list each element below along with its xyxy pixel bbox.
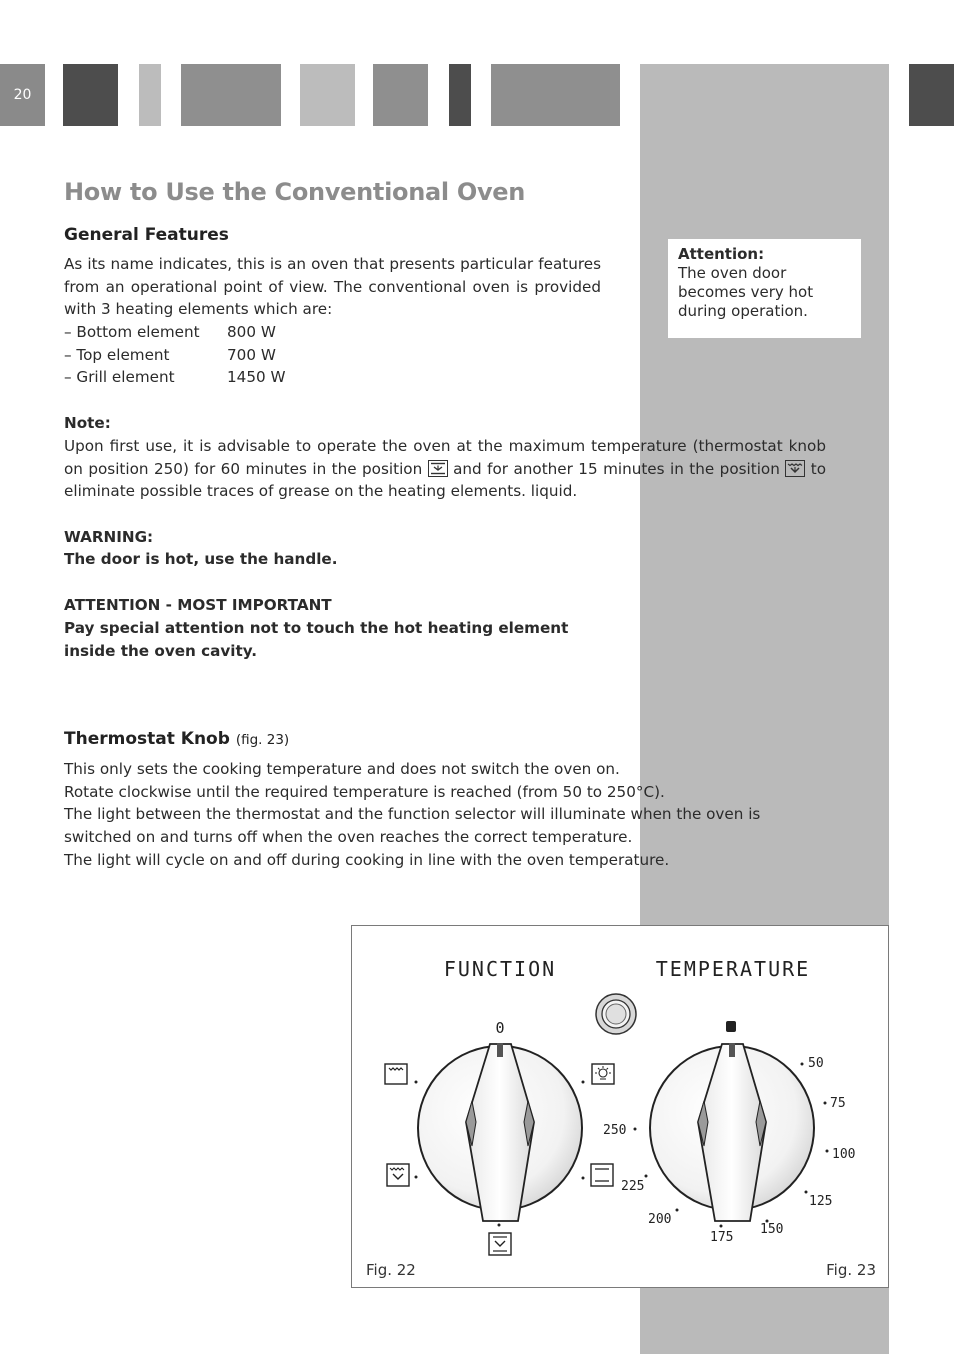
function-label: FUNCTION <box>443 957 557 981</box>
top-element-symbol-icon <box>385 1064 418 1084</box>
header-bar-5 <box>373 64 428 126</box>
header-bar-7 <box>491 64 620 126</box>
fig22-label: Fig. 22 <box>366 1261 416 1279</box>
temperature-off-marker-icon <box>726 1021 736 1032</box>
header-bar-8 <box>909 64 954 126</box>
attention-important-line2: inside the oven cavity. <box>64 642 258 660</box>
fan-grill-icon <box>785 460 805 477</box>
header-bar-2 <box>139 64 161 126</box>
control-panel-drawing <box>352 926 887 1286</box>
temp-label-225: 225 <box>621 1179 645 1194</box>
fig23-label: Fig. 23 <box>826 1261 876 1279</box>
attention-important-label: ATTENTION - MOST IMPORTANT <box>64 596 332 614</box>
thermostat-text: This only sets the cooking temperature and does not switch the oven on. Rotate clockwise until the required temperature is reached (from 50 to 250°C). The light between the thermostat and the function selector will illuminate when the oven is switched on and turns off when the oven reaches the correct temperature. The light will cycle on and off during cooking in line with the oven temperature. <box>64 760 761 869</box>
temp-label-150: 150 <box>760 1222 784 1237</box>
element-row: – Top element 700 W <box>64 345 276 364</box>
header-bar-4 <box>300 64 355 126</box>
page-number: 20 <box>0 64 45 126</box>
header-bar-3 <box>181 64 281 126</box>
fan-bottom-top-icon <box>428 460 448 477</box>
temp-label-250: 250 <box>603 1123 627 1138</box>
light-symbol-icon <box>582 1064 615 1084</box>
bottom-top-symbol-icon <box>582 1164 614 1186</box>
fan-symbol-icon <box>489 1224 511 1256</box>
element-row: – Bottom element 800 W <box>64 323 276 341</box>
temp-label-50: 50 <box>808 1056 824 1071</box>
control-panel-figure <box>351 925 889 1288</box>
temp-label-200: 200 <box>648 1212 672 1227</box>
attention-important-line1: Pay special attention not to touch the hot heating element <box>64 619 569 637</box>
note-label: Note: <box>64 414 111 432</box>
note-text: Upon first use, it is advisable to operate the oven at the maximum temperature (thermostat knob on position 250) for 60 minutes in the position and for another 15 minutes in the position to eliminate possible traces of grease on the heating elements. liquid. <box>64 437 826 501</box>
function-zero-label: 0 <box>495 1019 505 1037</box>
temp-label-100: 100 <box>832 1147 856 1162</box>
header-bar-6 <box>449 64 471 126</box>
warning-label: WARNING: <box>64 528 154 546</box>
fan-grill-symbol-icon <box>387 1164 418 1186</box>
general-intro: As its name indicates, this is an oven that presents particular features from an operational point of view. The conventional oven is provided with 3 heating elements which are: <box>64 255 601 319</box>
general-features-heading: General Features <box>64 225 229 245</box>
function-knob[interactable] <box>418 1043 582 1221</box>
element-list <box>64 321 286 389</box>
temp-label-75: 75 <box>830 1096 846 1111</box>
indicator-light-icon <box>596 994 636 1034</box>
warning-text: The door is hot, use the handle. <box>64 550 338 568</box>
attention-text: The oven door becomes very hot during operation. <box>678 264 814 320</box>
temp-label-175: 175 <box>710 1230 734 1245</box>
header-bar-1 <box>63 64 118 126</box>
element-row: – Grill element 1450 W <box>64 368 286 387</box>
attention-box <box>668 239 861 338</box>
temperature-label: TEMPERATURE <box>655 957 811 981</box>
page-title: How to Use the Conventional Oven <box>64 178 526 206</box>
temp-label-125: 125 <box>809 1194 833 1209</box>
attention-title: Attention: <box>678 245 765 263</box>
thermostat-heading: Thermostat Knob (fig. 23) <box>64 729 290 749</box>
temperature-knob[interactable] <box>650 1043 814 1221</box>
